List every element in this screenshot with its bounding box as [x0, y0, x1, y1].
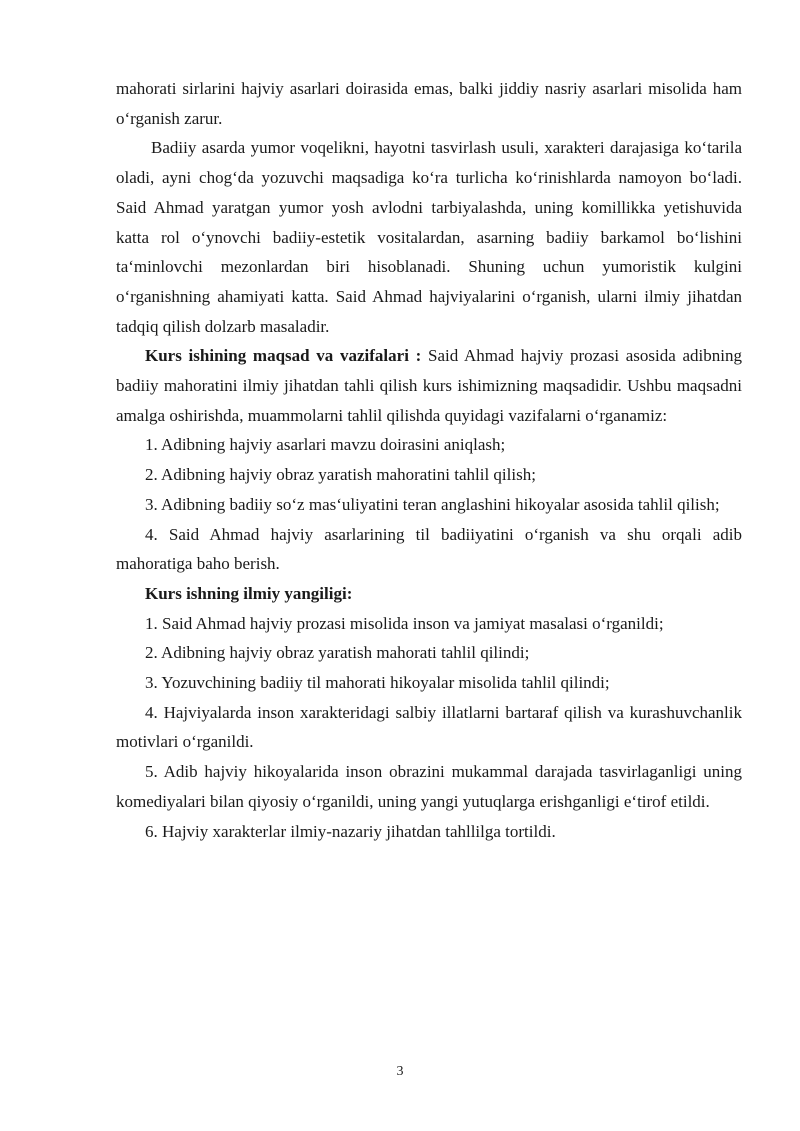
list-item: 4. Said Ahmad hajviy asarlarining til badiiyatini o‘rganish va shu orqali adib mahoratiga baho berish. [116, 524, 742, 574]
list-item: 5. Adib hajviy hikoyalarida inson obrazini mukammal darajada tasvirlaganligi uning komediyalari bilan qiyosiy o‘rganildi, uning yangi yutuqlarga erishganligi e‘tirof etildi. [116, 762, 742, 811]
list-item: 2. Adibning hajviy obraz yaratish mahorati tahlil qilindi; [145, 643, 530, 663]
novelty-heading: Kurs ishning ilmiy yangiligi: [145, 583, 353, 603]
list-item: 1. Adibning hajviy asarlari mavzu doirasini aniqlash; [145, 435, 506, 455]
list-item: 6. Hajviy xarakterlar ilmiy-nazariy jihatdan tahllilga tortildi. [145, 821, 556, 841]
list-item: 4. Hajviyalarda inson xarakteridagi salbiy illatlarni bartaraf qilish va kurashuvchanlik motivlari o‘rganildi. [116, 702, 742, 752]
page-number: 3 [396, 1064, 404, 1079]
paragraph-continuation: mahorati sirlarini hajviy asarlari doirasida emas, balki jiddiy nasriy asarlari misolida ham o‘rganish zarur. [116, 79, 742, 128]
paragraph-humor: Badiiy asarda yumor voqelikni, hayotni tasvirlash usuli, xarakteri darajasiga ko‘tarila oladi, ayni chog‘da yozuvchi maqsadiga ko‘ra turlicha ko‘rinishlarda namoyon bo‘ladi. Said Ahmad yaratgan yumor yosh avlodni tarbiyalashda, uning komillikka yetishuvida katta rol o‘ynovchi badiiy-estetik vositalardan, asarning badiiy barkamol bo‘lishini ta‘minlovchi mezonlardan biri hisoblanadi. Shuning uchun yumoristik kulgini o‘rganishning ahamiyati katta. Said Ahmad hajviyalarini o‘rganish, ularni ilmiy jihatdan tadqiq qilish dolzarb masaladir. [116, 138, 742, 336]
aims-heading: Kurs ishining maqsad va vazifalari : [145, 346, 422, 366]
list-item: 2. Adibning hajviy obraz yaratish mahoratini tahlil qilish; [145, 465, 536, 485]
list-item: 3. Adibning badiiy so‘z mas‘uliyatini teran anglashini hikoyalar asosida tahlil qilish; [145, 494, 720, 514]
list-item: 3. Yozuvchining badiiy til mahorati hikoyalar misolida tahlil qilindi; [145, 673, 610, 693]
aims-text: Said Ahmad hajviy prozasi asosida adibning badiiy mahoratini ilmiy jihatdan tahli qilish kurs ishimizning maqsadidir. Ushbu maqsadni amalga oshirishda, muammolarni tahlil qilishda quyidagi vazifalarni o‘rganamiz: [116, 346, 742, 425]
document-body [116, 74, 742, 846]
list-item: 1. Said Ahmad hajviy prozasi misolida inson va jamiyat masalasi o‘rganildi; [145, 613, 664, 633]
paragraph-aims [116, 341, 742, 430]
